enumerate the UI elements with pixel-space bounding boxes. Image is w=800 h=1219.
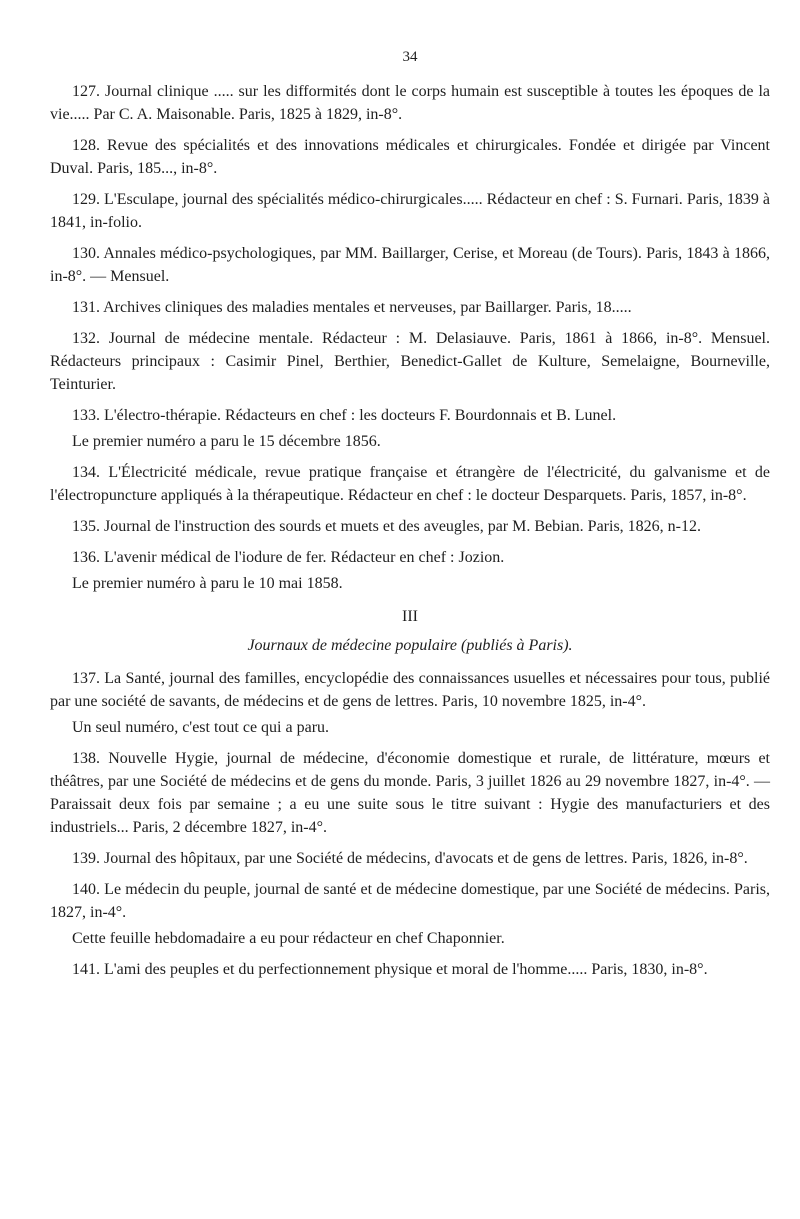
entry-text: 133. L'électro-thérapie. Rédacteurs en chef : les docteurs F. Bourdonnais et B. Lunel. (72, 407, 617, 424)
entry-note: Cette feuille hebdomadaire a eu pour rédacteur en chef Chaponnier. (72, 930, 505, 947)
entry-text: 138. Nouvelle Hygie, journal de médecine, d'économie domestique et rurale, de littérature, mœurs et théâtres, par une Société de médecins et de gens du monde. Paris, 3 juillet 1826 au 29 novembre 1827, in-4°. — Paraissait deux fois par semaine ; a eu une suite sous le titre suivant : Hygie des manufacturiers et des industriels... Paris, 2 décembre 1827, in-4°. (50, 750, 770, 836)
entries-list-first (50, 80, 770, 595)
entry-text: 140. Le médecin du peuple, journal de santé et de médecine domestique, par une Société de médecins. Paris, 1827, in-4°. (50, 881, 770, 921)
entry-note: Le premier numéro à paru le 10 mai 1858. (72, 575, 343, 592)
bibliography-entry (50, 546, 770, 595)
entry-text: 136. L'avenir médical de l'iodure de fer. Rédacteur en chef : Jozion. (72, 549, 505, 566)
entry-text: 129. L'Esculape, journal des spécialités médico-chirurgicales..... Rédacteur en chef : S. Furnari. Paris, 1839 à 1841, in-folio. (50, 191, 770, 231)
bibliography-entry (50, 958, 770, 981)
entry-text: 131. Archives cliniques des maladies mentales et nerveuses, par Baillarger. Paris, 18..... (72, 299, 632, 316)
entry-text: 135. Journal de l'instruction des sourds et muets et des aveugles, par M. Bebian. Paris, 1826, n-12. (72, 518, 701, 535)
bibliography-entry (50, 80, 770, 126)
bibliography-entry (50, 461, 770, 507)
entry-text: 132. Journal de médecine mentale. Rédacteur : M. Delasiauve. Paris, 1861 à 1866, in-8°. Mensuel. Rédacteurs principaux : Casimir Pinel, Berthier, Benedict-Gallet de Kulture, Semelaigne, Bourneville, Teinturier. (50, 330, 770, 393)
entry-note: Un seul numéro, c'est tout ce qui a paru. (72, 719, 330, 736)
bibliography-entry (50, 515, 770, 538)
entries-list-second (50, 667, 770, 981)
entry-text: 141. L'ami des peuples et du perfectionnement physique et moral de l'homme..... Paris, 1830, in-8°. (72, 961, 708, 978)
entry-text: 130. Annales médico-psychologiques, par MM. Baillarger, Cerise, et Moreau (de Tours). Paris, 1843 à 1866, in-8°. — Mensuel. (50, 245, 770, 285)
entry-text: 139. Journal des hôpitaux, par une Société de médecins, d'avocats et de gens de lettres. Paris, 1826, in-8°. (72, 850, 748, 867)
entry-note: Le premier numéro a paru le 15 décembre 1856. (72, 433, 381, 450)
entry-text: 128. Revue des spécialités et des innovations médicales et chirurgicales. Fondée et dirigée par Vincent Duval. Paris, 185..., in-8°. (50, 137, 770, 177)
entry-text: 127. Journal clinique ..... sur les difformités dont le corps humain est susceptible à toutes les époques de la vie..... Par C. A. Maisonable. Paris, 1825 à 1829, in-8°. (50, 83, 770, 123)
bibliography-entry (50, 404, 770, 453)
section-numeral: III (402, 608, 418, 625)
bibliography-entry (50, 242, 770, 288)
entry-text: 137. La Santé, journal des familles, encyclopédie des connaissances usuelles et nécessaires pour tous, publié par une société de savants, de médecins et de gens de lettres. Paris, 10 novembre 1825, in-4°. (50, 670, 770, 710)
entry-text: 134. L'Électricité médicale, revue pratique française et étrangère de l'électricité, du galvanisme et de l'électropuncture appliqués à la thérapeutique. Rédacteur en chef : le docteur Desparquets. Paris, 1857, in-8°. (50, 464, 770, 504)
bibliography-entry (50, 188, 770, 234)
bibliography-entry (50, 847, 770, 870)
bibliography-entry (50, 327, 770, 396)
bibliography-entry (50, 134, 770, 180)
bibliography-entry (50, 296, 770, 319)
page-number: 34 (402, 49, 418, 65)
section-title: Journaux de médecine populaire (publiés à Paris). (247, 637, 573, 654)
bibliography-entry (50, 878, 770, 950)
bibliography-entry (50, 747, 770, 839)
bibliography-entry (50, 667, 770, 739)
